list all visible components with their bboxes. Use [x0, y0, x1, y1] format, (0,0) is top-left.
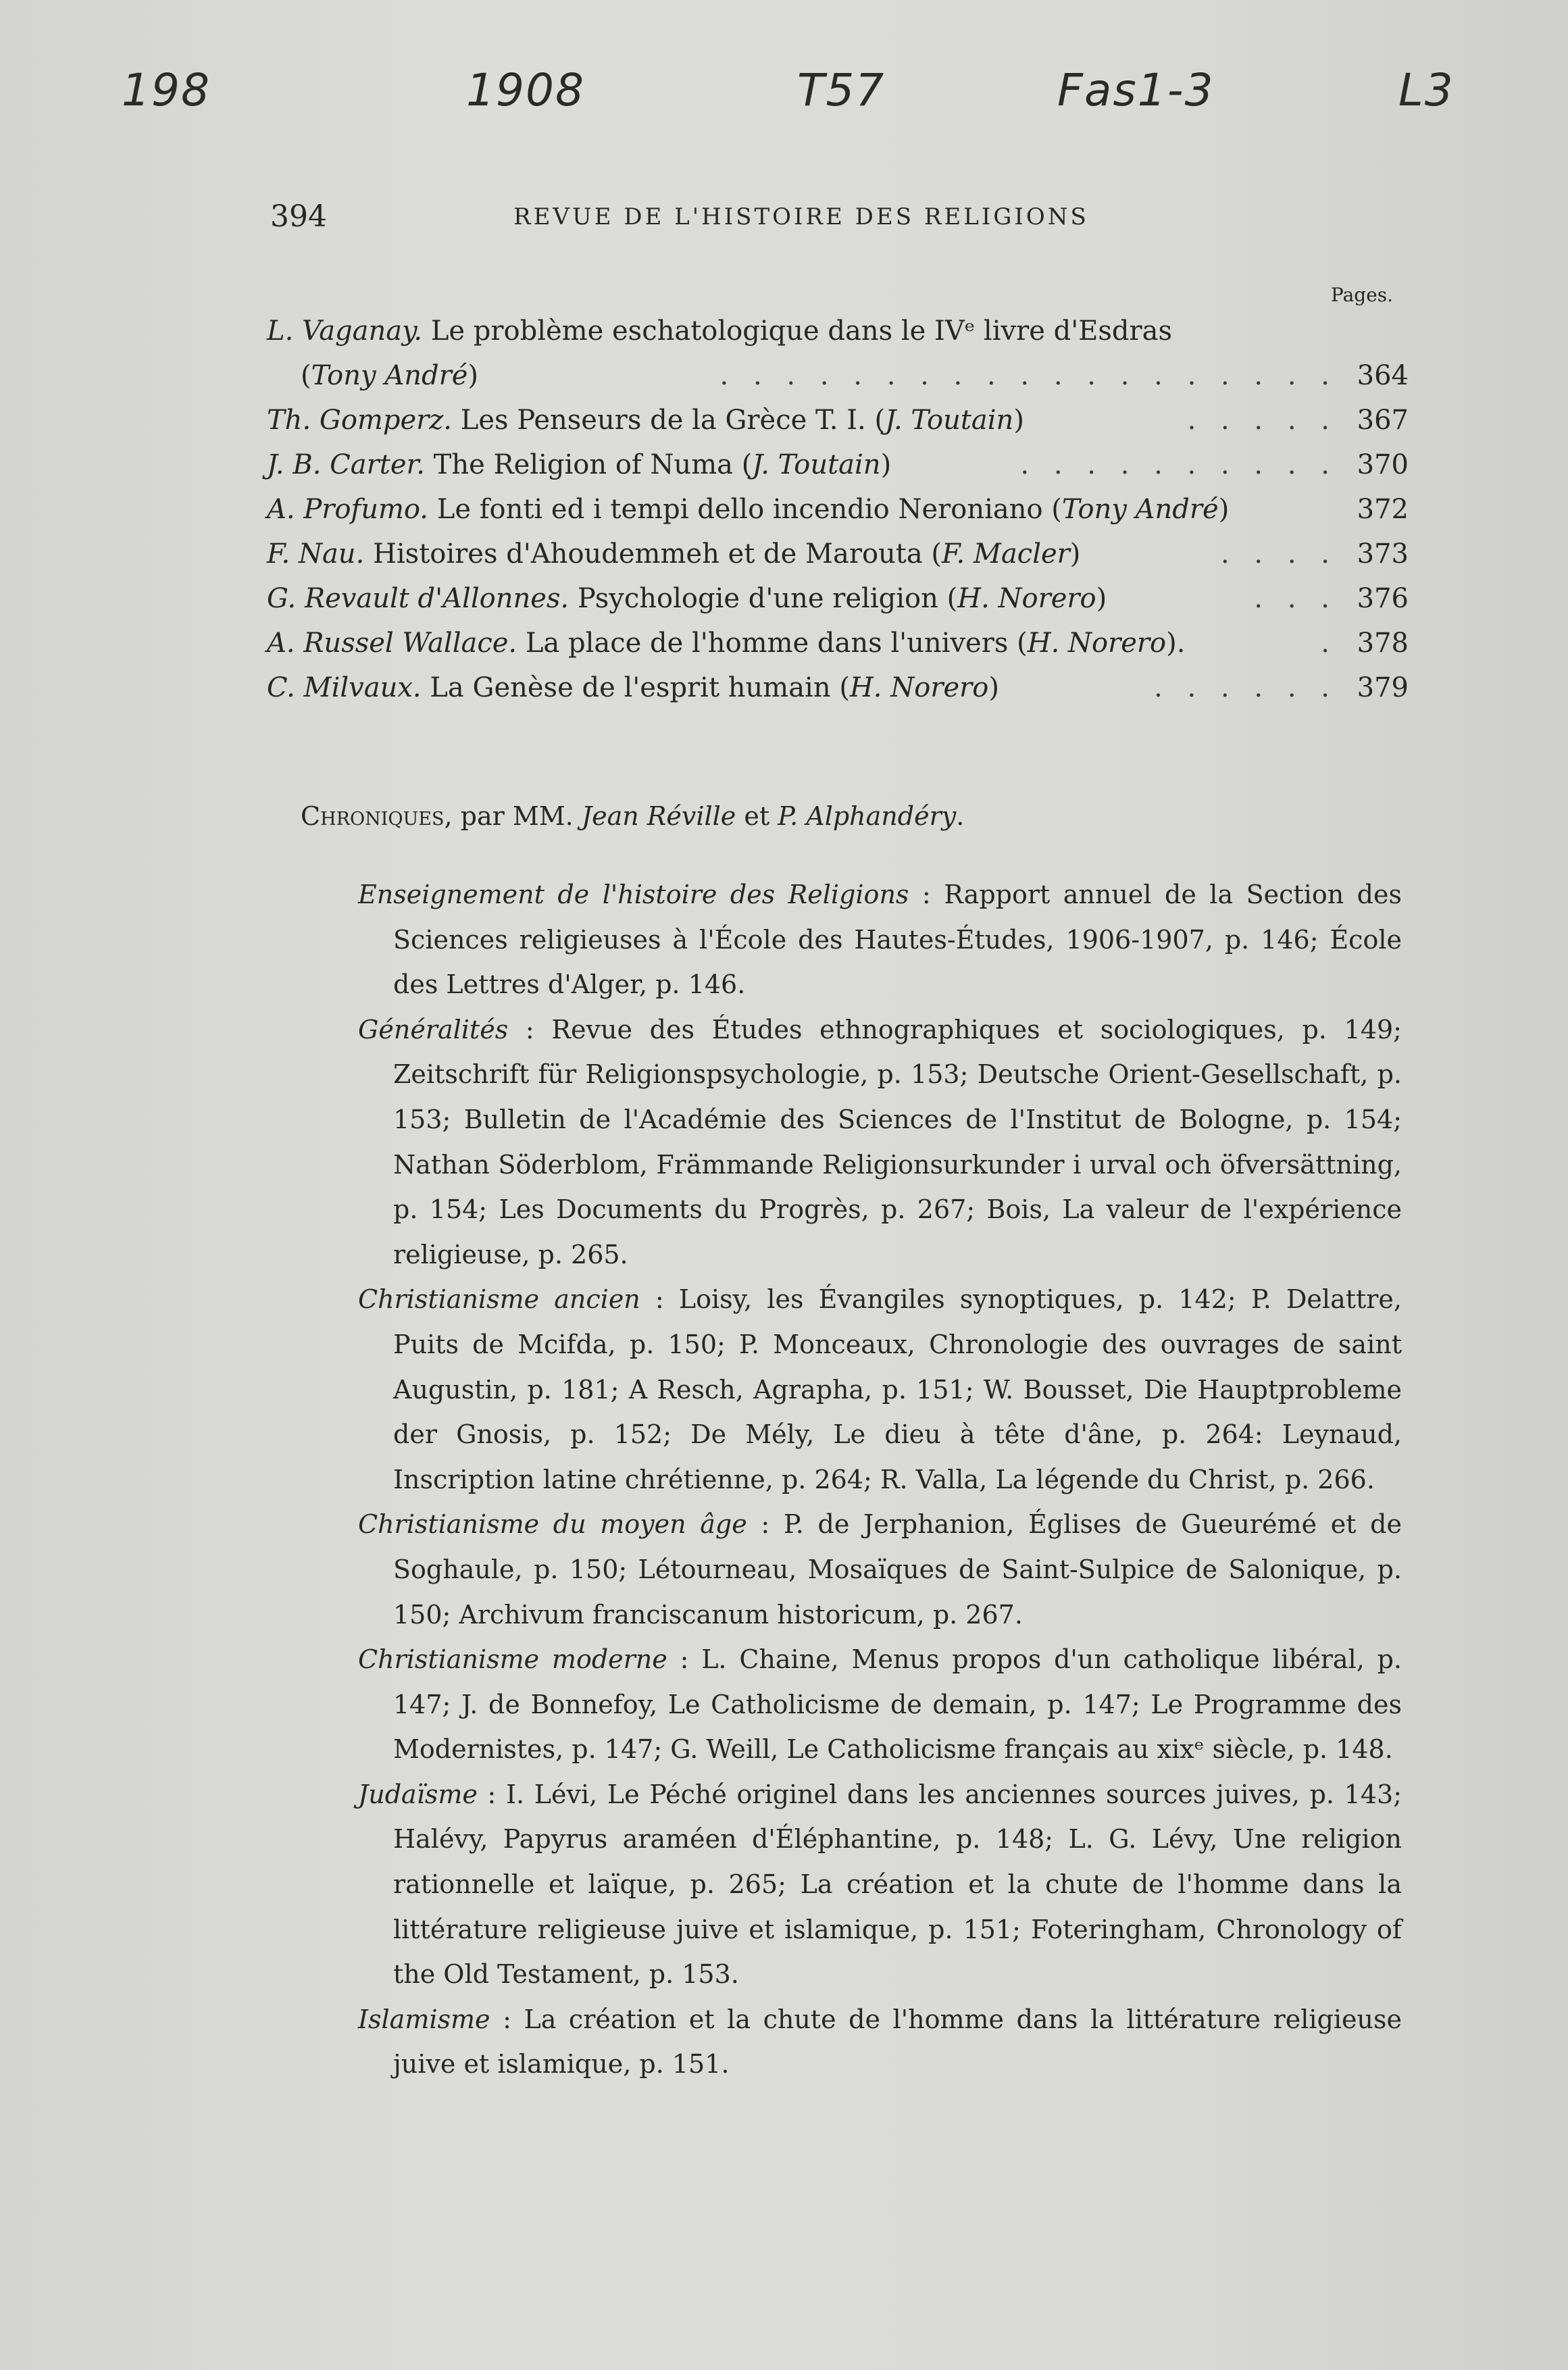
toc-reviewer: H. Norero	[1027, 628, 1167, 659]
toc-reviewer: H. Norero	[957, 583, 1096, 614]
section-text: : L. Chaine, Menus propos d'un catholique libéral, p. 147; J. de Bonnefoy, Le Catholicisme de demain, p. 147; Le Programme des Modernistes, p. 147; G. Weill, Le Catholicisme français au xixᵉ siècle, p. 148.	[393, 1644, 1402, 1765]
toc-author: C. Milvaux.	[267, 672, 422, 703]
toc-title: Les Penseurs de la Grèce T. I. (	[460, 405, 886, 436]
toc-title: Histoires d'Ahoudemmeh et de Marouta (	[373, 538, 942, 570]
section-entry	[358, 1637, 1402, 1772]
section-category: Islamisme	[358, 2004, 490, 2034]
toc-author: Th. Gomperz.	[267, 405, 453, 436]
toc-entry: J. B. Carter. The Religion of Numa (J. Toutain) . . . . . . . . . . 370	[267, 443, 1409, 487]
section-entry	[358, 872, 1402, 1007]
toc-reviewer: J. Toutain	[752, 449, 881, 480]
toc-page: 373	[1357, 538, 1409, 570]
toc-page: 367	[1357, 405, 1409, 436]
section-entry	[358, 1772, 1402, 1997]
handwritten-note: 198	[122, 64, 211, 116]
toc-entry: A. Profumo. Le fonti ed i tempi dello incendio Neroniano (Tony André) 372	[267, 487, 1409, 532]
section-category: Christianisme moderne	[358, 1644, 667, 1675]
section-category: Généralités	[358, 1014, 509, 1044]
section-entry	[358, 1007, 1402, 1278]
chroniques-sections	[358, 872, 1402, 2087]
section-text: : I. Lévi, Le Péché originel dans les anciennes sources juives, p. 143; Halévy, Papyrus araméen d'Éléphantine, p. 148; L. G. Lévy, Une religion rationnelle et laïque, p. 265; La création et la chute de l'homme dans la littérature religieuse juive et islamique, p. 151; Foteringham, Chronology of the Old Testament, p. 153.	[393, 1779, 1402, 1990]
toc-title: Le fonti ed i tempi dello incendio Neroniano (	[436, 494, 1062, 525]
section-text: : P. de Jerphanion, Églises de Gueurémé et de Soghaule, p. 150; Létourneau, Mosaïques de Saint-Sulpice de Salonique, p. 150; Archivum franciscanum historicum, p. 267.	[393, 1509, 1402, 1630]
section-text: : Loisy, les Évangiles synoptiques, p. 142; P. Delattre, Puits de Mcifda, p. 150; P. Monceaux, Chronologie des ouvrages de saint Augustin, p. 181; A Resch, Agrapha, p. 151; W. Bousset, Die Hauptprobleme der Gnosis, p. 152; De Mély, Le dieu à tête d'âne, p. 264: Leynaud, Inscription latine chrétienne, p. 264; R. Valla, La légende du Christ, p. 266.	[393, 1284, 1402, 1494]
toc-author: A. Russel Wallace.	[267, 628, 517, 659]
section-text: : La création et la chute de l'homme dans la littérature religieuse juive et islamique, p. 151.	[393, 2004, 1402, 2079]
toc-page: 376	[1357, 583, 1409, 614]
pages-column-label: Pages.	[1331, 284, 1394, 306]
running-header	[270, 199, 1412, 240]
section-category: Christianisme ancien	[358, 1284, 640, 1315]
section-entry	[358, 1502, 1402, 1637]
toc-title: La place de l'homme dans l'univers (	[525, 628, 1028, 659]
handwritten-note: L3	[1398, 64, 1455, 116]
toc-entry: Th. Gomperz. Les Penseurs de la Grèce T. I. (J. Toutain) . . . . . 367	[267, 398, 1409, 443]
section-text: : Revue des Études ethnographiques et sociologiques, p. 149; Zeitschrift für Religionspsychologie, p. 153; Deutsche Orient-Gesellschaft, p. 153; Bulletin de l'Académie des Sciences de l'Institut de Bologne, p. 154; Nathan Söderblom, Främmande Religionsurkunder i urval och öfversättning, p. 154; Les Documents du Progrès, p. 267; Bois, La valeur de l'expérience religieuse, p. 265.	[393, 1014, 1402, 1269]
toc-title: Psychologie d'une religion (	[577, 583, 958, 614]
toc-page: 379	[1357, 672, 1409, 703]
section-text: : Rapport annuel de la Section des Sciences religieuses à l'École des Hautes-Études, 1906-1907, p. 146; École des Lettres d'Alger, p. 146.	[393, 880, 1402, 1000]
handwritten-note: 1908	[466, 64, 585, 116]
toc-title: La Genèse de l'esprit humain (	[430, 672, 850, 703]
toc-reviewer: Tony André	[1061, 494, 1219, 525]
toc-reviewer: H. Norero	[849, 672, 989, 703]
toc-entry-continuation: (Tony André) . . . . . . . . . . . . . . . . . . . 364	[267, 353, 1409, 398]
section-entry	[358, 1997, 1402, 2087]
toc-reviewer: F. Macler	[942, 538, 1070, 570]
toc-entry: C. Milvaux. La Genèse de l'esprit humain (H. Norero) . . . . . . 379	[267, 665, 1409, 710]
toc-author: J. B. Carter.	[267, 449, 425, 480]
section-category: Enseignement de l'histoire des Religions	[358, 880, 909, 909]
section-category: Judaïsme	[358, 1779, 478, 1809]
handwritten-note: T57	[797, 64, 886, 116]
toc-reviewer: J. Toutain	[885, 405, 1014, 436]
toc-title: The Religion of Numa (	[433, 449, 753, 480]
header-title: REVUE DE L'HISTOIRE DES RELIGIONS	[513, 203, 1089, 230]
toc-author: A. Profumo.	[267, 494, 429, 525]
section-category: Christianisme du moyen âge	[358, 1509, 747, 1540]
page-number: 394	[270, 199, 327, 234]
review-list	[267, 309, 1409, 710]
toc-author: F. Nau.	[267, 538, 365, 570]
toc-entry: F. Nau. Histoires d'Ahoudemmeh et de Marouta (F. Macler) . . . . 373	[267, 532, 1409, 576]
section-entry	[358, 1277, 1402, 1502]
handwritten-note: Fas1-3	[1057, 64, 1215, 116]
toc-entry: G. Revault d'Allonnes. Psychologie d'une religion (H. Norero) . . . 376	[267, 576, 1409, 621]
toc-entry	[267, 309, 1409, 353]
toc-page: 370	[1357, 449, 1409, 480]
toc-page: 378	[1357, 628, 1409, 659]
toc-title: Le problème eschatologique dans le IVᵉ livre d'Esdras	[430, 316, 1173, 347]
toc-page: 364	[1357, 360, 1409, 391]
toc-author: G. Revault d'Allonnes.	[267, 583, 570, 614]
toc-entry: A. Russel Wallace. La place de l'homme dans l'univers (H. Norero). . 378	[267, 621, 1409, 665]
toc-author: L. Vaganay.	[267, 316, 423, 347]
toc-reviewer: Tony André	[311, 360, 468, 391]
chroniques-heading: Chroniques, par MM. Jean Réville et P. Alphandéry.	[301, 801, 965, 831]
toc-page: 372	[1357, 494, 1409, 525]
